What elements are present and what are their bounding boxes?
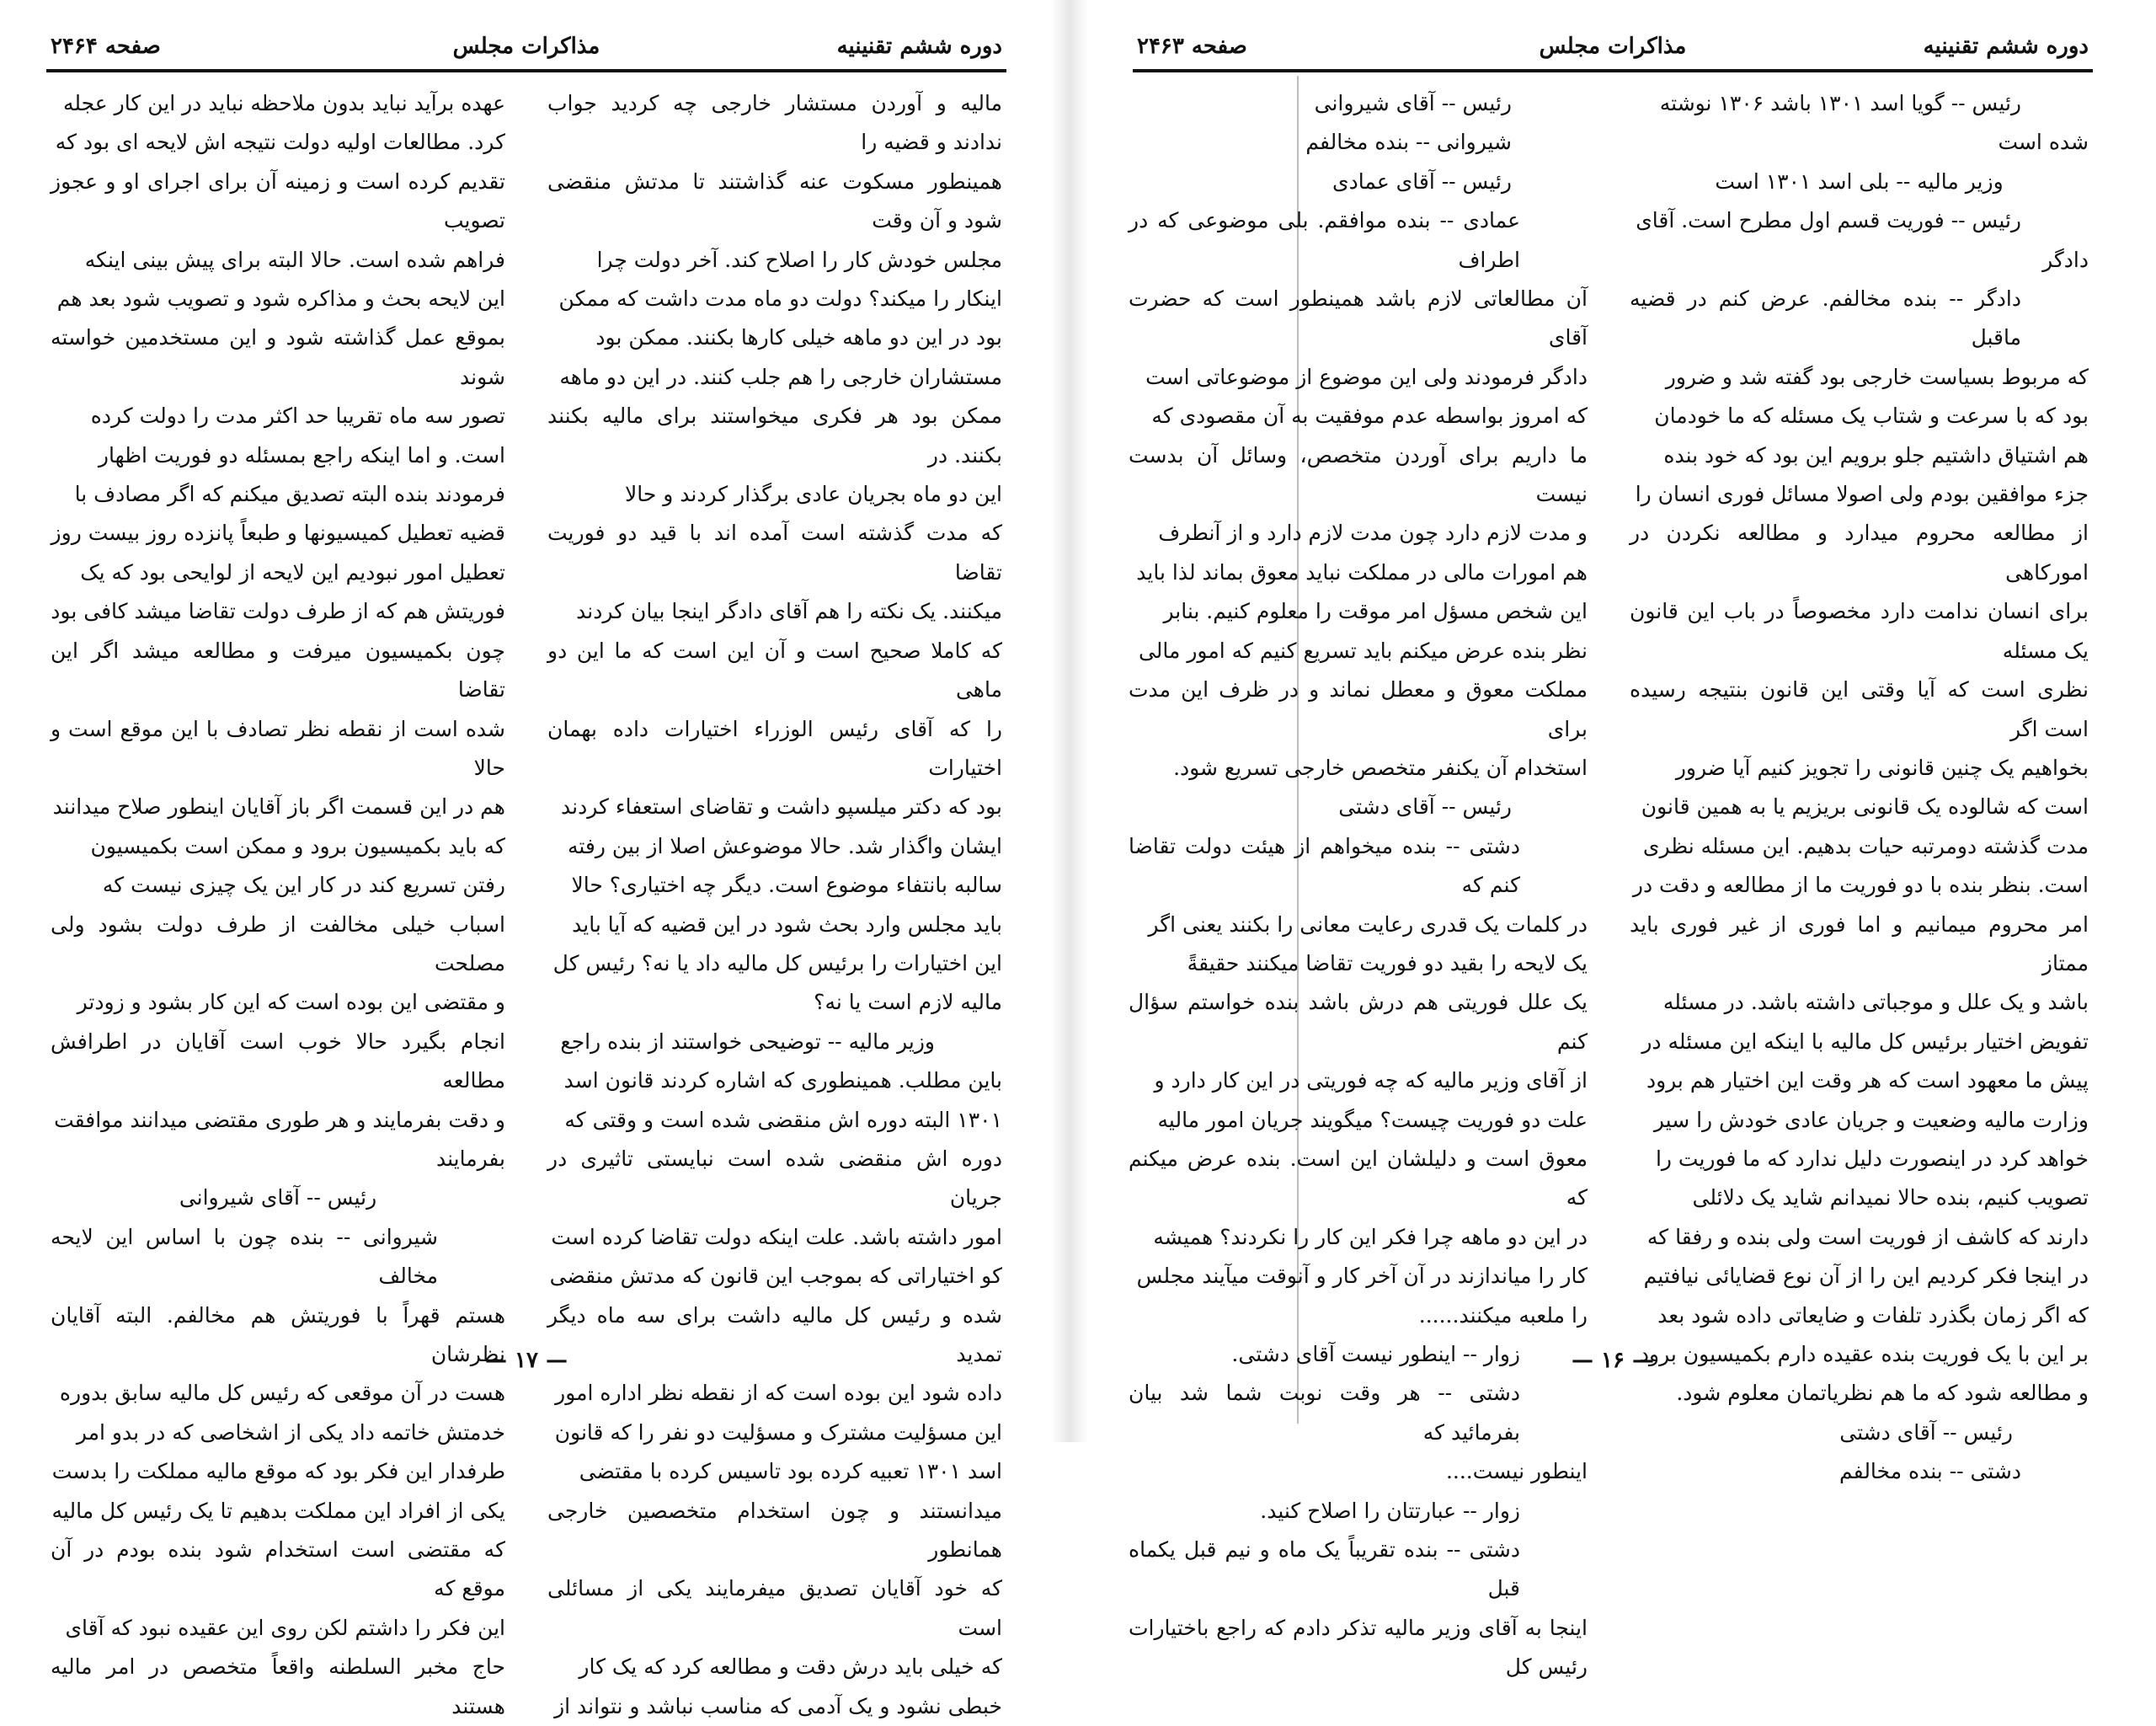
text-line: کرد. مطالعات اولیه دولت نتیجه اش لایحه ای بود که — [55, 130, 505, 155]
text-line: مالیه و آوردن مستشار خارجی چه کردید جواب ندادند و قضیه را — [547, 91, 1002, 155]
left-page — [0, 0, 1053, 1718]
header-rule — [46, 69, 1006, 72]
text-line: اسد ۱۳۰۱ تعبیه کرده بود تاسیس کرده با مقتضی — [579, 1459, 1002, 1484]
text-line: و مدت لازم دارد چون مدت لازم دارد و از آنطرف — [1158, 521, 1588, 546]
text-line: حاج مخبر السلطنه واقعاً متخصص در امر مالیه هستند — [51, 1654, 505, 1718]
text-line: که خود آقایان تصدیق میفرمایند یکی از مسائلی است — [547, 1576, 1002, 1640]
header-rule — [1133, 69, 2093, 72]
text-line: دارند که کاشف از فوریت است ولی بنده و رفقا که — [1646, 1224, 2089, 1249]
text-line: معوق است و دلیلشان این است. بنده عرض میکنم که — [1129, 1146, 1588, 1210]
text-line: فرمودند بنده البته تصدیق میکنم که اگر مصادف با — [74, 482, 505, 507]
text-line: تصور سه ماه تقریبا حد اکثر مدت را دولت کرده — [90, 403, 505, 429]
text-line: و مطالعه شود که ما هم نظریاتمان معلوم شود. — [1676, 1381, 2089, 1406]
text-line: ممکن بود هر فکری میخواستند برای مالیه بکنند بکنند. در — [547, 403, 1002, 468]
text-line: این شخص مسؤل امر موقت را معلوم کنیم. بنابر — [1163, 599, 1588, 624]
speaker-line: دشتی -- بنده میخواهم از هیئت دولت تقاضا کنم که — [1129, 833, 1520, 898]
text-line: کار را میاندازند در آن آخر کار و آنوقت میآیند مجلس — [1136, 1264, 1588, 1289]
text-line: پیش ما معهود است که هر وقت این اختیار هم برود — [1646, 1068, 2089, 1093]
text-line: مملکت معوق و معطل نماند و در ظرف این مدت برای — [1129, 677, 1588, 741]
header-title: مذاکرات مجلس — [1539, 34, 1687, 59]
header-session-series: دوره ششم تقنینیه — [836, 34, 1002, 59]
text-line: سالبه بانتفاء موضوع است. دیگر چه اختیاری؟ حالا — [571, 873, 1002, 898]
speaker-line: رئیس -- گویا اسد ۱۳۰۱ باشد ۱۳۰۶ نوشته — [1659, 91, 2021, 115]
text-line: که خیلی باید درش دقت و مطالعه کرد که یک کار — [579, 1654, 1002, 1680]
text-line: تقدیم کرده است و زمینه آن برای اجرای او و عجوز تصویب — [51, 168, 505, 233]
text-line: که امروز بواسطه عدم موفقیت به آن مقصودی که — [1151, 403, 1588, 429]
text-line: بر این با یک فوریت بنده عقیده دارم بکمیسیون برود — [1639, 1342, 2089, 1366]
text-line: باید مجلس وارد بحث شود در این قضیه که آیا باید — [572, 911, 1002, 937]
text-line: امور داشته باشد. علت اینکه دولت تقاضا کرده است — [551, 1224, 1002, 1249]
header-page-number: صفحه ۲۴۶۳ — [1137, 34, 1247, 59]
text-line: ایشان واگذار شد. حالا موضوعش اصلا از بین رفته — [567, 833, 1002, 858]
speaker-line: رئیس -- آقای دشتی — [1338, 794, 1512, 820]
text-line: وزارت مالیه وضعیت و جریان عادی خودش را سیر — [1653, 1107, 2089, 1132]
speaker-line: وزیر مالیه -- بلی اسد ۱۳۰۱ است — [1715, 168, 2004, 194]
speaker-line: شیروانی -- بنده چون با اساس این لایحه مخالف — [51, 1224, 438, 1289]
text-line: امر محروم میمانیم و اما فوری از غیر فوری باید ممتاز — [1630, 911, 2089, 975]
speaker-line: شیروانی -- بنده مخالفم — [1305, 130, 1512, 155]
text-line: که مقتضی است استخدام شود بنده بودم در آن موقع که — [51, 1537, 505, 1601]
text-line: میکنند. یک نکته را هم آقای دادگر اینجا بیان کردند — [576, 599, 1002, 624]
text-line: فراهم شده است. حالا البته برای پیش بینی اینکه — [84, 247, 505, 272]
page-footer-number: — ۱۶ — — [1571, 1348, 1655, 1373]
text-column-left — [51, 84, 505, 1718]
text-line: در این دو ماهه چرا فکر این کار را نکردند؟ همیشه — [1153, 1224, 1588, 1249]
speaker-line: رئیس -- فوریت قسم اول مطرح است. آقای — [1636, 208, 2021, 233]
text-line: رفتن تسریع کند در کار این یک چیزی نیست که — [102, 873, 505, 898]
speaker-line: زوار -- اینطور نیست آقای دشتی. — [1231, 1342, 1520, 1366]
text-line: انجام بگیرد حالا خوب است آقایان در اطرافش مطالعه — [51, 1029, 505, 1093]
speaker-line: زوار -- عبارتتان را اصلاح کنید. — [1260, 1498, 1520, 1523]
text-line: هستم قهراً با فوریتش هم مخالفم. البته آقایان نظرشان — [51, 1302, 505, 1366]
text-line: این اختیارات را برئیس کل مالیه داد یا نه؟ رئیس کل — [552, 950, 1002, 975]
text-line: هم امورات مالی در مملکت نباید معوق بماند لذا باید — [1136, 559, 1588, 585]
text-line: را ملعبه میکنند...... — [1418, 1302, 1588, 1328]
text-line: باین مطلب. همینطوری که اشاره کردند قانون اسد — [563, 1068, 1002, 1093]
text-line: تفویض اختیار برئیس کل مالیه با اینکه این مسئله در — [1641, 1029, 2089, 1054]
text-line: قضیه تعطیل کمیسیونها و طبعاً پانزده روز بیست روز — [51, 521, 505, 546]
right-page — [1086, 0, 2139, 1680]
header-title: مذاکرات مجلس — [452, 34, 600, 59]
text-line: که اگر زمان بگذرد تلفات و ضایعاتی داده شود بعد — [1657, 1302, 2089, 1328]
text-line: مستشاران خارجی را هم جلب کنند. در این دو ماهه — [559, 364, 1002, 389]
text-line: مالیه لازم است یا نه؟ — [814, 990, 1002, 1015]
text-line: این فکر را داشتم لکن روی این عقیده نبود که آقای — [65, 1615, 505, 1640]
header-session-series: دوره ششم تقنینیه — [1923, 34, 2089, 59]
text-line: را که آقای رئیس الوزراء اختیارات داده بهمان اختیارات — [547, 716, 1002, 780]
text-line: نظر بنده عرض میکنم باید تسریع کنیم که امور مالی — [1138, 638, 1588, 663]
speaker-line: دشتی -- بنده تقریباً یک ماه و نیم قبل یکماه قبل — [1129, 1537, 1520, 1601]
text-line: یک لایحه را بقید دو فوریت تقاضا میکنند حقیقةً — [1187, 950, 1588, 975]
text-line: چون بکمیسیون میرفت و مطالعه میشد اگر این تقاضا — [51, 638, 505, 703]
text-line: در کلمات یک قدری رعایت معانی را بکنند یعنی اگر — [1148, 911, 1588, 937]
text-line: هم اشتیاق داشتیم جلو برویم این بود که خود بنده — [1663, 442, 2089, 468]
text-line: این لایحه بحث و مذاکره شود و تصویب شود بعد هم — [56, 286, 505, 312]
text-line: اینطور نیست.... — [1445, 1459, 1588, 1484]
text-line: ۱۳۰۱ البته دوره اش منقضی شده است و وقتی که — [564, 1107, 1002, 1132]
speaker-line: دادگر -- بنده مخالفم. عرض کنم در قضیه ماقبل — [1630, 286, 2021, 350]
text-line: دادگر — [2042, 247, 2089, 272]
text-line: طرفدار این فکر بود که موقع مالیه مملکت را بدست — [51, 1459, 505, 1484]
header-page-number: صفحه ۲۴۶۴ — [51, 34, 161, 59]
speaker-line: رئیس -- آقای عمادی — [1332, 168, 1512, 194]
text-line: بود که دکتر میلسپو داشت و تقاضای استعفاء کردند — [561, 794, 1002, 820]
page-header — [51, 34, 1002, 66]
text-line: بخواهیم یک چنین قانونی را تجویز کنیم آیا ضرور — [1675, 755, 2089, 780]
text-line: تعطیل امور نبودیم این لایحه از لوایحی بود که یک — [80, 559, 505, 585]
text-line: و دقت بفرمایند و هر طوری مقتضی میدانند موافقت — [54, 1107, 505, 1132]
text-line: ما داریم برای آوردن متخصص، وسائل آن بدست نیست — [1129, 442, 1588, 507]
text-line: است که شالوده یک قانونی بریزیم یا به همین قانون — [1641, 794, 2089, 820]
speaker-line: رئیس -- آقای شیروانی — [1314, 91, 1512, 115]
text-line: میدانستند و چون استخدام متخصصین خارجی همانطور — [547, 1498, 1002, 1563]
speaker-line: دشتی -- بنده مخالفم — [1839, 1459, 2021, 1484]
speaker-line: وزیر مالیه -- توضیحی خواستند از بنده راجع — [560, 1029, 935, 1054]
text-line: که باید بکمیسیون برود و ممکن است بکمیسیون — [90, 833, 505, 858]
text-column-right — [547, 84, 1002, 1718]
text-column-right — [1630, 84, 2089, 1484]
text-line: که کاملا صحیح است و آن این است که ما این دو ماهی — [547, 638, 1002, 703]
text-line: فوریتش هم که از طرف دولت تقاضا میشد کافی بود — [51, 599, 505, 624]
text-line: داده شود این بوده است که از نقطه نظر اداره امور — [555, 1381, 1002, 1406]
text-column-left — [1129, 84, 1588, 1680]
text-line: نظری است که آیا وقتی این قانون بنتیجه رسیده است اگر — [1630, 677, 2089, 741]
text-line: هست در آن موقعی که رئیس کل مالیه سابق بدوره — [59, 1381, 505, 1406]
text-line: جزء موافقین بودم ولی اصولا مسائل فوری انسان را — [1635, 482, 2089, 507]
text-line: مجلس خودش کار را اصلاح کند. آخر دولت چرا — [596, 247, 1002, 272]
text-line: همینطور مسکوت عنه گذاشتند تا مدتش منقضی شود و آن وقت — [547, 168, 1002, 233]
text-line: مدت گذشته دومرتبه حیات بدهیم. این مسئله نظری — [1642, 833, 2089, 858]
text-line: از مطالعه محروم میدارد و مطالعه نکردن در امورکاهی — [1630, 521, 2089, 585]
text-line: بموقع عمل گذاشته شود و این مستخدمین خواسته شوند — [51, 325, 505, 389]
text-line: که مربوط بسیاست خارجی بود گفته شد و ضرور — [1665, 364, 2089, 389]
text-line: اینجا به آقای وزیر مالیه تذکر دادم که راجع باختیارات رئیس کل — [1129, 1615, 1588, 1680]
text-line: عهده برآید نباید بدون ملاحظه نباید در این کار عجله — [62, 91, 505, 115]
text-line: خواهد کرد در اینصورت دلیل ندارد که ما فوریت را — [1655, 1146, 2089, 1171]
text-line: شده است — [1998, 130, 2089, 155]
text-line: یک علل فوریتی هم درش باشد بنده خواستم سؤال کنم — [1129, 990, 1588, 1054]
text-line: در اینجا فکر کردیم این را از آن نوع قضایائی نیافتیم — [1643, 1264, 2089, 1289]
page-footer-number: — ۱۷ — — [484, 1348, 568, 1373]
text-line: استخدام آن یکنفر متخصص خارجی تسریع شود. — [1173, 755, 1588, 780]
text-line: کو اختیاراتی که بموجب این قانون که مدتش منقضی — [549, 1264, 1002, 1289]
text-line: بفرمایند — [435, 1146, 505, 1171]
text-line: این مسؤلیت مشترک و مسؤلیت دو نفر را که قانون — [554, 1419, 1002, 1445]
text-line: دادگر فرمودند ولی این موضوع از موضوعاتی است — [1145, 364, 1588, 389]
text-line: بود که با سرعت و شتاب یک مسئله که ما خودمان — [1654, 403, 2089, 429]
text-line: خدمتش خاتمه داد یکی از اشخاصی که در بدو امر — [76, 1419, 505, 1445]
text-line: علت دو فوریت چیست؟ میگویند جریان امور مالیه — [1157, 1107, 1588, 1132]
text-line: اینکار را میکند؟ دولت دو ماه مدت داشت که ممکن — [558, 286, 1002, 312]
text-line: باشد و یک علل و موجباتی داشته باشد. در مسئله — [1662, 990, 2089, 1015]
text-line: است. بنظر بنده با دو فوریت ما از مطالعه و دقت در — [1632, 873, 2089, 898]
text-line: اسباب خیلی مخالفت از طرف دولت بشود ولی مصلحت — [51, 911, 505, 975]
text-line: بود در این دو ماهه خیلی کارها بکنند. ممکن بود — [595, 325, 1002, 350]
text-line: شده و رئیس کل مالیه داشت برای سه ماه دیگر تمدید — [547, 1302, 1002, 1366]
text-line: تصویب کنیم، بنده حالا نمیدانم شاید یک دلائلی — [1692, 1185, 2089, 1210]
text-line: که مدت گذشته است آمده اند با قید دو فوریت تقاضا — [547, 521, 1002, 585]
text-line: است. و اما اینکه راجع بمسئله دو فوریت اظهار — [98, 442, 505, 468]
text-line: هم در این قسمت اگر باز آقایان اینطور صلاح میدانند — [52, 794, 505, 820]
speaker-line: رئیس -- آقای دشتی — [1839, 1419, 2013, 1445]
text-line: شده است از نقطه نظر تصادف با این موقع است و حالا — [51, 716, 505, 780]
page-header — [1137, 34, 2089, 66]
text-line: و مقتضی این بوده است که این کار بشود و زودتر — [77, 990, 505, 1015]
text-line: آن مطالعاتی لازم باشد همینطور است که حضرت آقای — [1129, 286, 1588, 350]
speaker-line: رئیس -- آقای شیروانی — [179, 1185, 377, 1210]
speaker-line: عمادی -- بنده موافقم. بلی موضوعی که در اطراف — [1129, 208, 1520, 272]
binding-gutter — [1051, 0, 1088, 1442]
speaker-line: دشتی -- هر وقت نوبت شما شد بیان بفرمائید که — [1129, 1381, 1520, 1445]
text-line: یکی از افراد این مملکت بدهیم تا یک رئیس کل مالیه — [51, 1498, 505, 1523]
text-line: برای انسان ندامت دارد مخصوصاً در باب این قانون یک مسئله — [1630, 599, 2089, 663]
text-line: این دو ماه بجریان عادی برگذار کردند و حالا — [625, 482, 1002, 507]
text-line: خبطی نشود و یک آدمی که مناسب نباشد و نتواند از — [554, 1693, 1002, 1718]
text-line: از آقای وزیر مالیه که چه فوریتی در این کار دارد و — [1154, 1068, 1588, 1093]
text-line: دوره اش منقضی شده است نبایستی تاثیری در جریان — [547, 1146, 1002, 1210]
